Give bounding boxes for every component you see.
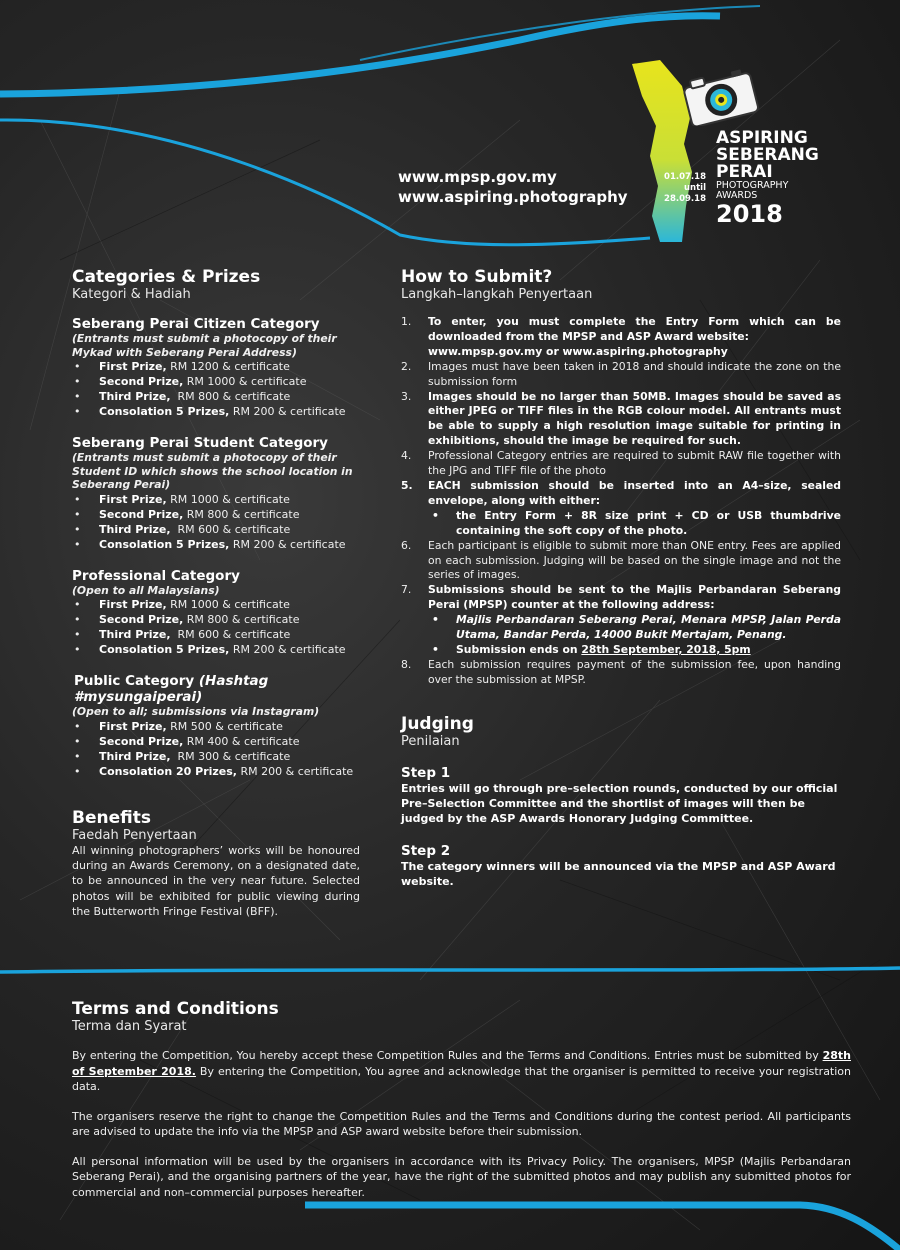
logo-date-start: 01.07.18 [664, 172, 706, 182]
prize-item: • First Prize, RM 1200 & certificate [72, 359, 362, 374]
logo-line-aspiring: ASPIRING [716, 128, 808, 148]
submit-title: How to Submit? [401, 267, 553, 287]
prize-list [72, 597, 362, 657]
step-item: 6. Each participant is eligible to submit more than ONE entry. Fees are applied on each submission. Judging will be based on the single image and not the series of images. [401, 538, 841, 582]
submit-subtitle: Langkah–langkah Penyertaan [401, 287, 593, 302]
categories-subtitle: Kategori & Hadiah [72, 287, 191, 302]
prize-item: • Consolation 5 Prizes, RM 200 & certificate [72, 642, 362, 657]
benefits-subtitle: Faedah Penyertaan [72, 828, 197, 843]
logo-line-seberang: SEBERANG [716, 145, 819, 165]
logo-line-perai: PERAI [716, 162, 773, 182]
category-hashtag: (Hashtag #mysungaiperai) [74, 673, 269, 705]
submit-steps [401, 315, 841, 688]
step-item: 2. Images must have been taken in 2018 and should indicate the zone on the submission form [401, 359, 841, 388]
step-title: Step 1 [401, 765, 451, 781]
categories-section [72, 268, 362, 779]
step-item: 3. Images should be no larger than 50MB. Images should be saved as either JPEG or TIFF files in the RGB colour model. All entrants must be able to supply a high resolution image suitable for printing in exhibitions, should the image be required for such. [401, 389, 841, 448]
prize-item: • Third Prize, RM 800 & certificate [72, 389, 362, 404]
logo-line-photography: PHOTOGRAPHY [716, 180, 789, 191]
terms-section [72, 1000, 851, 1200]
logo-dates [656, 172, 706, 205]
prize-item: • Consolation 20 Prizes, RM 200 & certificate [72, 764, 362, 779]
category-note: (Entrants must submit a photocopy of their Student ID which shows the school location in Seberang Perai) [72, 451, 353, 491]
category-public [72, 673, 362, 779]
benefits-section [72, 809, 360, 919]
logo-line-awards: AWARDS [716, 190, 758, 201]
logo-year: 2018 [716, 200, 783, 228]
prize-list [72, 492, 362, 552]
step-deadline: • Submission ends on 28th September, 2018, 5pm [428, 643, 841, 658]
prize-list [72, 359, 362, 419]
prize-item: • Third Prize, RM 300 & certificate [72, 749, 362, 764]
step-subitem: • the Entry Form + 8R size print + CD or USB thumbdrive containing the soft copy of the photo. [428, 509, 841, 539]
terms-paragraph: The organisers reserve the right to change the Competition Rules and the Terms and Conditions during the contest period. All participants are advised to update the info via the MPSP and ASP award website before their submission. [72, 1109, 851, 1138]
step-item: 7. Submissions should be sent to the Majlis Perbandaran Seberang Perai (MPSP) counter at the following address: • Majlis Perbandaran Seberang Perai, Menara MPSP, Jalan Perda Utama, Bandar Perda, 14000 Bukit Mertajam, Penang. • Submission ends on 28th September, 2018, 5pm [401, 583, 841, 658]
step-text: The category winners will be announced via the MPSP and ASP Award website. [401, 859, 836, 888]
category-name: Seberang Perai Student Category [72, 435, 328, 451]
category-note: (Entrants must submit a photocopy of their Mykad with Seberang Perai Address) [72, 332, 337, 359]
prize-item: • Second Prize, RM 800 & certificate [72, 612, 362, 627]
benefits-text: All winning photographers’ works will be honoured during an Awards Ceremony, on a designated date, to be announced in the very near future. Selected photos will be exhibited for public viewing during the Butterworth Fringe Festival (BFF). [72, 844, 360, 918]
camera-icon [680, 64, 760, 126]
prize-item: • Third Prize, RM 600 & certificate [72, 627, 362, 642]
prize-item: • Consolation 5 Prizes, RM 200 & certificate [72, 537, 362, 552]
step-item: 5. EACH submission should be inserted into an A4–size, sealed envelope, along with either: • the Entry Form + 8R size print + CD or USB thumbdrive containing the soft copy of the photo. [401, 479, 841, 539]
prize-item: • First Prize, RM 1000 & certificate [72, 492, 362, 507]
category-professional [72, 568, 362, 658]
category-name [72, 673, 362, 705]
category-name-text: Public Category [74, 673, 195, 689]
prize-list [72, 719, 362, 779]
url-mpsp-link[interactable]: www.mpsp.gov.my [398, 168, 557, 186]
benefits-title: Benefits [72, 808, 151, 828]
submit-section [401, 268, 841, 688]
category-student [72, 435, 362, 552]
prize-item: • Third Prize, RM 600 & certificate [72, 522, 362, 537]
terms-paragraph: By entering the Competition, You hereby accept these Competition Rules and the Terms and Conditions. Entries must be submitted by 28th of September 2018. By entering the Competition, You agree and acknowledge that the organiser is permitted to receive your registration data. [72, 1049, 852, 1093]
prize-item: • Consolation 5 Prizes, RM 200 & certificate [72, 404, 362, 419]
prize-item: • Second Prize, RM 1000 & certificate [72, 374, 362, 389]
terms-paragraph: All personal information will be used by the organisers in accordance with its Privacy Policy. The organisers, MPSP (Majlis Perbandaran Seberang Perai), and the organising partners of the year, have the right of the submitted photos and may publish any submitted photos for commercial and non–commercial purposes hereafter. [72, 1154, 851, 1199]
category-note: (Open to all Malaysians) [72, 583, 220, 597]
prize-item: • First Prize, RM 500 & certificate [72, 719, 362, 734]
step-title: Step 2 [401, 842, 451, 859]
header-urls [398, 167, 628, 207]
prize-item: • Second Prize, RM 400 & certificate [72, 734, 362, 749]
step-text: Entries will go through pre–selection rounds, conducted by our official Pre–Selection Committee and the shortlist of images will then be judged by the ASP Awards Honorary Judging Committee. [401, 782, 838, 826]
category-name: Professional Category [72, 567, 240, 584]
categories-title: Categories & Prizes [72, 267, 261, 287]
step-item: 4. Professional Category entries are required to submit RAW file together with the JPG and TIFF file of the photo [401, 449, 841, 478]
prize-item: • Second Prize, RM 800 & certificate [72, 507, 362, 522]
judging-step-1 [401, 765, 841, 827]
step-address: • Majlis Perbandaran Seberang Perai, Menara MPSP, Jalan Perda Utama, Bandar Perda, 14000 Bukit Mertajam, Penang. [428, 613, 841, 643]
terms-title: Terms and Conditions [72, 999, 279, 1019]
judging-section [401, 715, 841, 889]
logo-wordmark [716, 130, 830, 227]
judging-title: Judging [401, 714, 474, 734]
asp-awards-logo [630, 56, 830, 256]
terms-subtitle: Terma dan Syarat [72, 1019, 187, 1034]
category-note: (Open to all; submissions via Instagram) [72, 705, 320, 718]
step-item: 1. To enter, you must complete the Entry Form which can be downloaded from the MPSP and ASP Award website: www.mpsp.gov.my or www.aspiring.photography [401, 315, 841, 358]
step-item: 8. Each submission requires payment of the submission fee, upon handing over the submission at MPSP. [401, 657, 841, 686]
url-aspiring-link[interactable]: www.aspiring.photography [398, 188, 628, 206]
category-name: Seberang Perai Citizen Category [72, 316, 320, 332]
judging-step-2 [401, 843, 841, 889]
prize-item: • First Prize, RM 1000 & certificate [72, 597, 362, 612]
logo-date-until: until [684, 183, 706, 193]
category-citizen [72, 316, 362, 419]
judging-subtitle: Penilaian [401, 734, 460, 749]
logo-date-end: 28.09.18 [664, 194, 706, 204]
